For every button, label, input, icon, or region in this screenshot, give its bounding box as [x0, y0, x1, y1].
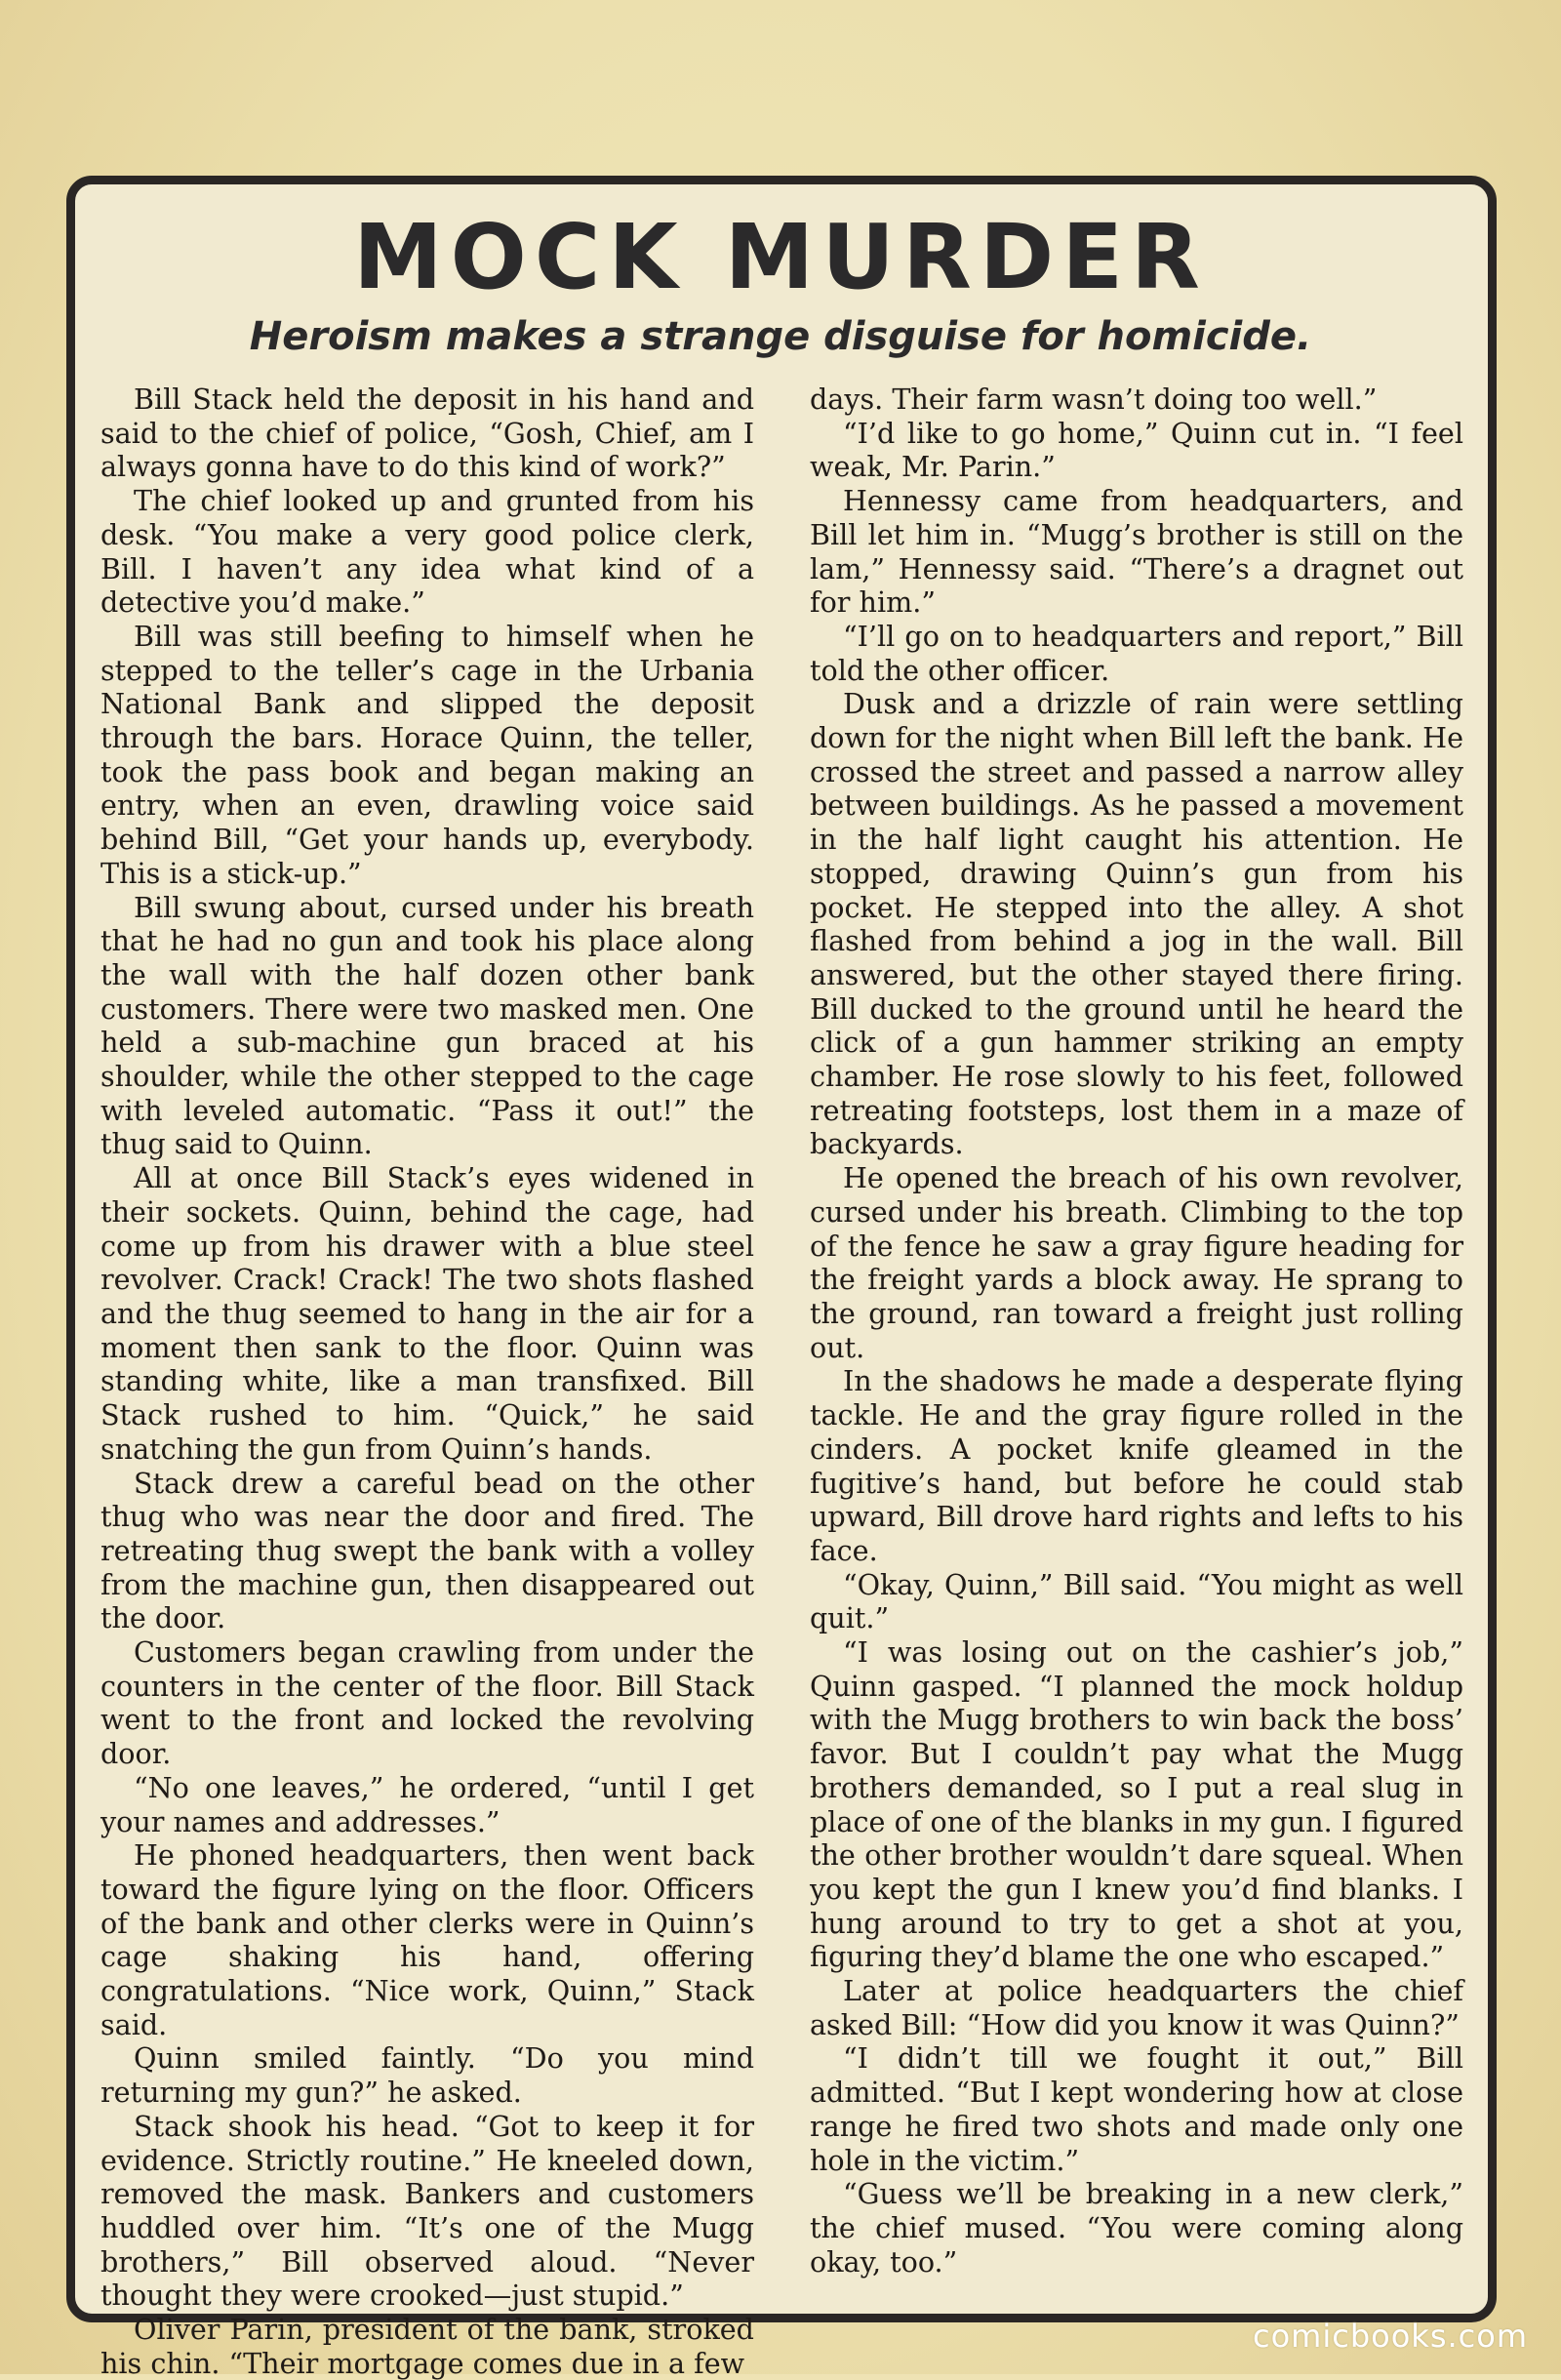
paragraph: Bill Stack held the deposit in his hand and said to the chief of police, “Gosh, Chief, am I always gonna have to do this kind of work?” — [100, 383, 754, 484]
paragraph: “I didn’t till we fought it out,” Bill admitted. “But I kept wondering how at close range he fired two shots and made only one hole in the victim.” — [810, 2041, 1463, 2177]
paragraph: “I’ll go on to headquarters and report,” Bill told the other officer. — [810, 619, 1463, 687]
paragraph: Bill was still beefing to himself when he stepped to the teller’s cage in the Urbania National Bank and slipped the deposit through the bars. Horace Quinn, the teller, took the pass book and began making an entry, when an even, drawling voice said behind Bill, “Get your hands up, everybody. This is a stick-up.” — [100, 619, 754, 890]
paragraph: Oliver Parin, president of the bank, stroked his chin. “Their mortgage comes due in a few — [100, 2313, 754, 2380]
paragraph: He phoned headquarters, then went back toward the figure lying on the floor. Officers of the bank and other clerks were in Quinn’s cage shaking his hand, offering congratulations. “Nice work, Quinn,” Stack said. — [100, 1838, 754, 2041]
right-column — [810, 383, 1463, 2279]
left-column — [100, 383, 754, 2380]
paragraph: He opened the breach of his own revolver, cursed under his breath. Climbing to the top of the fence he saw a gray figure heading for the freight yards a block away. He sprang to the ground, ran toward a freight just rolling out. — [810, 1161, 1463, 1364]
paragraph: “I was losing out on the cashier’s job,” Quinn gasped. “I planned the mock holdup with the Mugg brothers to win back the boss’ favor. But I couldn’t pay what the Mugg brothers demanded, so I put a real slug in place of one of the blanks in my gun. I figured the other brother wouldn’t dare squeal. When you kept the gun I knew you’d find blanks. I hung around to try to get a shot at you, figuring they’d blame the one who escaped.” — [810, 1635, 1463, 1974]
paragraph: Stack shook his head. “Got to keep it for evidence. Strictly routine.” He kneeled down, removed the mask. Bankers and customers huddled over him. “It’s one of the Mugg brothers,” Bill observed aloud. “Never thought they were crooked—just stupid.” — [100, 2109, 754, 2313]
story-title: MOCK MURDER — [353, 205, 1208, 309]
paragraph: “I’d like to go home,” Quinn cut in. “I feel weak, Mr. Parin.” — [810, 416, 1463, 484]
paragraph: In the shadows he made a desperate flying tackle. He and the gray figure rolled in the cinders. A pocket knife gleamed in the fugitive’s hand, but before he could stab upward, Bill drove hard rights and lefts to his face. — [810, 1364, 1463, 1567]
story-subtitle: Heroism makes a strange disguise for homicide. — [249, 314, 1312, 359]
paragraph: “No one leaves,” he ordered, “until I get your names and addresses.” — [100, 1770, 754, 1838]
paragraph-continued: days. Their farm wasn’t doing too well.” — [810, 383, 1378, 416]
paragraph: Customers began crawling from under the counters in the center of the floor. Bill Stack went to the front and locked the revolving door. — [100, 1635, 754, 1771]
paragraph: Stack drew a careful bead on the other thug who was near the door and fired. The retreating thug swept the bank with a volley from the machine gun, then disappeared out the door. — [100, 1466, 754, 1635]
paragraph: “Guess we’ll be breaking in a new clerk,” the chief mused. “You were coming along okay, too.” — [810, 2177, 1463, 2279]
paragraph: Quinn smiled faintly. “Do you mind returning my gun?” he asked. — [100, 2041, 754, 2110]
site-watermark: comicbooks.com — [1252, 2318, 1528, 2355]
paragraph: Dusk and a drizzle of rain were settling down for the night when Bill left the bank. He crossed the street and passed a narrow alley between buildings. As he passed a movement in the half light caught his attention. He stopped, drawing Quinn’s gun from his pocket. He stepped into the alley. A shot flashed from behind a jog in the wall. Bill answered, but the other stayed there firing. Bill ducked to the ground until he heard the click of a gun hammer striking an empty chamber. He rose slowly to his feet, followed retreating footsteps, lost them in a maze of backyards. — [810, 687, 1463, 1161]
paragraph: Hennessy came from headquarters, and Bill let him in. “Mugg’s brother is still on the lam,” Hennessy said. “There’s a dragnet out for him.” — [810, 484, 1463, 620]
paragraph: All at once Bill Stack’s eyes widened in their sockets. Quinn, behind the cage, had come up from his drawer with a blue steel revolver. Crack! Crack! The two shots flashed and the thug seemed to hang in the air for a moment then sank to the floor. Quinn was standing white, like a man transfixed. Bill Stack rushed to him. “Quick,” he said snatching the gun from Quinn’s hands. — [100, 1161, 754, 1466]
paragraph: Bill swung about, cursed under his breath that he had no gun and took his place along the wall with the half dozen other bank customers. There were two masked men. One held a sub-machine gun braced at his shoulder, while the other stepped to the cage with leveled automatic. “Pass it out!” the thug said to Quinn. — [100, 890, 754, 1161]
paragraph: Later at police headquarters the chief asked Bill: “How did you know it was Quinn?” — [810, 1974, 1463, 2041]
paragraph: “Okay, Quinn,” Bill said. “You might as well quit.” — [810, 1567, 1463, 1635]
paragraph: The chief looked up and grunted from his desk. “You make a very good police clerk, Bill. I haven’t any idea what kind of a detective you’d make.” — [100, 484, 754, 620]
